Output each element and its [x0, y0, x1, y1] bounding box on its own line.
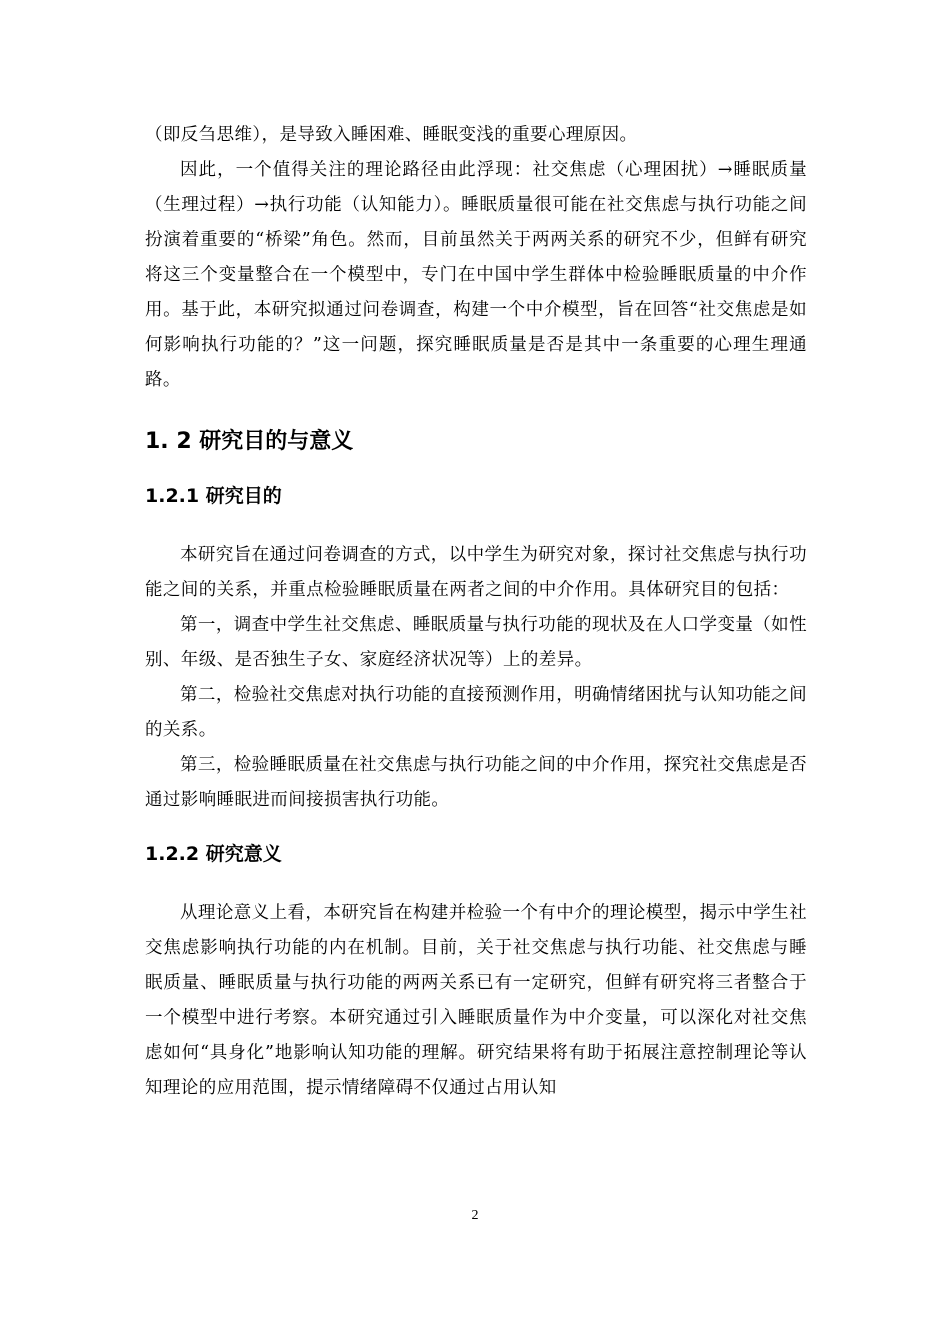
- subsection-heading-1-2-1: 1.2.1 研究目的: [145, 485, 282, 507]
- paragraph-purpose-item-2: 第二，检验社交焦虑对执行功能的直接预测作用，明确情绪困扰与认知功能之间的关系。: [145, 685, 807, 740]
- paragraph-purpose-item-1: 第一，调查中学生社交焦虑、睡眠质量与执行功能的现状及在人口学变量（如性别、年级、是否独生子女、家庭经济状况等）上的差异。: [145, 615, 807, 670]
- document-page: [145, 118, 807, 1106]
- page-number: 2: [471, 1208, 479, 1223]
- section-heading-1-2: 1. 2 研究目的与意义: [145, 429, 354, 454]
- paragraph-significance: 从理论意义上看，本研究旨在构建并检验一个有中介的理论模型，揭示中学生社交焦虑影响执行功能的内在机制。目前，关于社交焦虑与执行功能、社交焦虑与睡眠质量、睡眠质量与执行功能的两两关系已有一定研究，但鲜有研究将三者整合于一个模型中进行考察。本研究通过引入睡眠质量作为中介变量，可以深化对社交焦虑如何“具身化”地影响认知功能的理解。研究结果将有助于拓展注意控制理论等认知理论的应用范围，提示情绪障碍不仅通过占用认知: [145, 903, 807, 1098]
- paragraph-purpose-intro: 本研究旨在通过问卷调查的方式，以中学生为研究对象，探讨社交焦虑与执行功能之间的关系，并重点检验睡眠质量在两者之间的中介作用。具体研究目的包括：: [145, 545, 807, 600]
- paragraph-theory-path: 因此，一个值得关注的理论路径由此浮现：社交焦虑（心理困扰）→睡眠质量（生理过程）→执行功能（认知能力）。睡眠质量很可能在社交焦虑与执行功能之间扮演着重要的“桥梁”角色。然而，目前虽然关于两两关系的研究不少，但鲜有研究将这三个变量整合在一个模型中，专门在中国中学生群体中检验睡眠质量的中介作用。基于此，本研究拟通过问卷调查，构建一个中介模型，旨在回答“社交焦虑是如何影响执行功能的？”这一问题，探究睡眠质量是否是其中一条重要的心理生理通路。: [145, 160, 807, 390]
- subsection-heading-1-2-2: 1.2.2 研究意义: [145, 843, 282, 865]
- paragraph-purpose-item-3: 第三，检验睡眠质量在社交焦虑与执行功能之间的中介作用，探究社交焦虑是否通过影响睡眠进而间接损害执行功能。: [145, 755, 807, 810]
- paragraph-continued: （即反刍思维），是导致入睡困难、睡眠变浅的重要心理原因。: [145, 125, 638, 145]
